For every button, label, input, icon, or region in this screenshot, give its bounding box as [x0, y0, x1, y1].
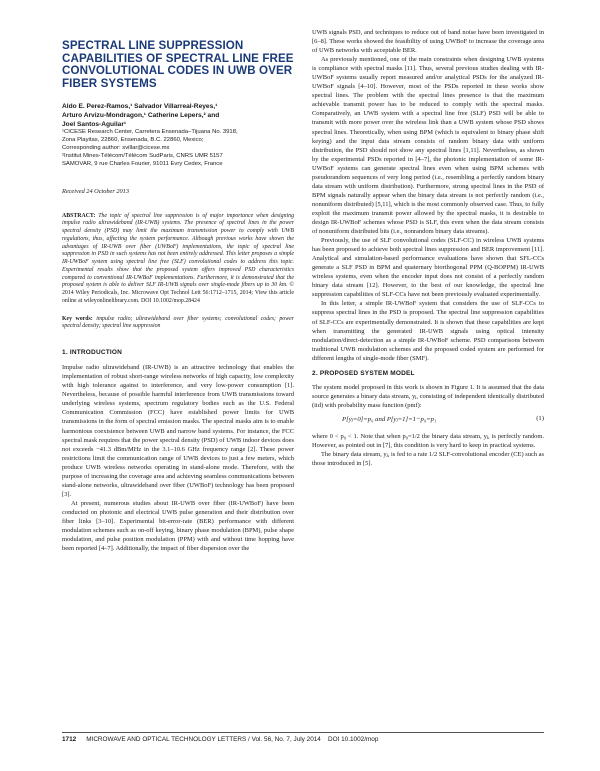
- paragraph: The system model proposed in this work is shown in Figure 1. It is assumed that the data source generates a binary data stream, yⱼ, consisting of independent identically distributed (iid) with probability mass function (pmf):: [312, 383, 544, 409]
- paragraph: The binary data stream, yⱼ, is fed to a rate 1/2 SLF-convolutional encoder (CE) such as those introduced in [5].: [312, 450, 544, 468]
- equation-number: (1): [536, 414, 544, 422]
- section-heading-introduction: 1. INTRODUCTION: [62, 349, 123, 357]
- corresponding-author: Corresponding author: svillar@cicese.mx: [62, 144, 170, 151]
- abstract-label: ABSTRACT:: [62, 212, 96, 219]
- keywords-list: impulse radio; ultrawideband over fiber systems; convolutional codes; power spectral density; spectral line suppression: [62, 315, 294, 330]
- paragraph: As previously mentioned, one of the main constraints when designing UWB systems is compliance with spectral masks [11]. Thus, several previous studies dealing with IR-UWBoF systems usually report measured and/or analytical PSDs for the analyzed IR-UWBoF signals [4–10]. However, most of the PSDs reported in these works show spectral lines. The problem with the spectral lines presence is that the maximum achievable transmit power has to be reduced to comply with the spectral masks. Comparatively, an UWB system with a spectral line free (SLF) PSD will be able to transmit with more power over the wireless link than a UWB system whose PSD shows spectral lines. Theoretically, when using BPM (which is equivalent to binary phase shift keying) and the input data stream consists of random binary data with uniform distribution, the PSD should not show any spectral lines [1,11]. Nevertheless, as shown by the experimental PSDs reported in [4–7], the photonic implementation of some IR-UWBoF systems can generate spectral lines even when using BPM schemes with pseudorandom sequences of very long period (i.e., resembling a perfectly random binary data stream with uniform distribution). Furthermore, strong spectral lines in the PSD of BPM signals naturally appear when the binary data stream is not perfectly random (i.e., nonuniform distributed) [5,11], which is the most commonly observed case. Thus, to fully exploit the maximum transmit power allowed by the spectral masks, it is desirable to design IR-UWBoF schemes whose PSD is SLF, this even when the data stream consists of nonuniform distributed bits (i.e., nonrandom binary data streams).: [312, 56, 544, 236]
- footer-rule: [62, 732, 544, 733]
- journal-info: MICROWAVE AND OPTICAL TECHNOLOGY LETTERS / Vol. 56, No. 7, July 2014: [86, 736, 321, 743]
- paragraph: UWB signals PSD, and techniques to reduce out of band noise have been investigated in [6–8]. These works showed the feasibility of using UWBoF to increase the coverage area of UWB networks with acceptable BER.: [312, 29, 544, 55]
- left-column: [62, 40, 294, 553]
- affiliations: [62, 129, 294, 169]
- paragraph: Impulse radio ultrawideband (IR-UWB) is an attractive technology that enables the implementation of robust short-range wireless networks of high capacity, low complexity with high tolerance against to interference, and very low-power consumption [1]. Nevertheless, because of possible harmful interference from UWB transmissions toward underlying wireless systems, spectrum regulatory bodies such as the U.S. Federal Communication Commission (FCC) have established power limits for UWB transmissions in the form of spectral emission masks. The spectral masks aim is to enable harmonious coexistence between UWB and narrow band systems. For instance, the FCC spectral mask requires that the power spectral density (PSD) of UWB indoor devices does not exceeds −41.3 dBm/MHz in the 3.1–10.6 GHz frequency range [2]. These power restrictions limit the communication range of UWB devices to just a few meters, which produce UWB wireless networks operating in stand-alone mode. Therefore, with the purpose of increasing the coverage area and achieving seamless communications between stand-alone networks, ultrawideband over fiber (UWBoF) technology has been proposed [3].: [62, 364, 294, 498]
- abstract-body: The topic of spectral line suppression is of major importance when designing impulse radio ultrawideband (IR-UWB) systems. The presence of spectral lines in the power spectral density (PSD) may limit the maximum transmission power to comply with UWB regulations, thus, affecting the system performance. Although previous works have shown the advantages of IR-UWB over fiber (UWBoF) implementations, the topic of spectral line suppression in PSD in such systems has not been entirely addressed. This letter proposes a simple IR-UWBoF system using spectral line free (SLF) convolutional codes to address this topic. Experimental results show that the proposed system offers improved PSD characteristics compared to conventional IR-UWBoF implementations. Furthermore, it is demonstrated that the proposed system is able to deliver SLF IR-UWB signals over single-mode fibers up to 30 km.: [62, 212, 294, 289]
- equation-1: [312, 415, 544, 427]
- authors-line: Joel Santos-Aguilar¹: [62, 120, 127, 128]
- page-footer: [62, 736, 544, 743]
- keywords-label: Key words:: [62, 315, 93, 322]
- equation-expression: P[yⱼ=0]=p₀ and P[yⱼ=1]=1−p₀=p₁: [342, 415, 437, 423]
- page-number: 1712: [62, 736, 77, 743]
- abstract: [62, 213, 294, 306]
- authors-line: Arturo Arvizu-Mondragon,¹ Catherine Lepers,² and: [62, 111, 220, 119]
- paragraph: Previously, the use of SLF convolutional codes (SLF-CC) in wireless UWB systems has been proposed to achieve both spectral lines suppression and BER improvement [11]. Analytical and simulation-based performance evaluations have shown that SFL-CCs generate a SLF PSD in BPM and quaternary biorthogonal PPM (Q-BOPPM) IR-UWB wireless systems, even when the encoder input does not consist of a perfectly random binary data stream [12]. However, to the best of our knowledge, the spectral line suppression capabilities of SLF-CCs have not been previously evaluated experimentally.: [312, 237, 544, 299]
- footer-doi: DOI 10.1002/mop: [327, 736, 379, 743]
- right-column: [312, 28, 544, 468]
- paragraph: where 0 < p₀ < 1. Note that when p₀=1/2 the binary data stream, yⱼ, is perfectly random. However, as pointed out in [7], this condition is very hard to keep in practical systems.: [312, 432, 544, 449]
- affiliation-line: SAMOVAR, 9 rue Charles Fourier, 91011 Evry Cedex, France: [62, 160, 223, 167]
- section-heading-system-model: 2. PROPOSED SYSTEM MODEL: [312, 369, 415, 377]
- affiliation-line: ¹CICESE Research Center, Carretera Ensenada–Tijuana No. 3918,: [62, 129, 238, 136]
- paragraph: At present, numerous studies about IR-UWB over fiber (IR-UWBoF) have been conducted on photonic and electrical UWB pulse generation and their distribution over fiber links [3–10]. Experimental bit-error-rate (BER) performance with different modulation schemes such as on-off keying, binary phase modulation (BPM), pulse shape modulation, and pulse position modulation (PPM) with and without time hopping have been reported [4–7]. Additionally, the impact of fiber dispersion over the: [62, 499, 294, 553]
- authors-line: Aldo E. Perez-Ramos,¹ Salvador Villarreal-Reyes,¹: [62, 103, 218, 111]
- author-block: [62, 103, 294, 129]
- paragraph: In this letter, a simple IR-UWBoF system that considers the use of SLF-CCs to suppress spectral lines in the PSD is proposed. The spectral line suppression capabilities of SLF-CCs are experimentally demonstrated. It is shown that these capabilities are kept when transmitting the generated IR-UWB signals using optical intensity modulation/direct-detection as a simple IR-UWBoF scheme. PSD comparisons between traditional UWB modulation schemes and the proposed coded system are performed for different lengths of single-mode fiber (SMF).: [312, 300, 544, 362]
- keywords: [62, 316, 294, 332]
- abstract-meta: © 2014 Wiley Periodicals, Inc. Microwave Opt Technol Lett 56:1712–1715, 2014; View this article online at wileyonlinelibrary.com. DOI 10.1002/mop.28424: [62, 282, 294, 304]
- received-date: Received 24 October 2013: [62, 187, 129, 195]
- affiliation-line: ²Institut Mines-Télécom/Télécom SudParis, CNRS UMR 5157: [62, 152, 223, 159]
- article-title: SPECTRAL LINE SUPPRESSION CAPABILITIES OF SPECTRAL LINE FREE CONVOLUTIONAL CODES IN UWB OVER FIBER SYSTEMS: [62, 39, 294, 90]
- affiliation-line: Zona Playitas, 22860, Ensenada, B.C. 22860, Mexico;: [62, 137, 204, 144]
